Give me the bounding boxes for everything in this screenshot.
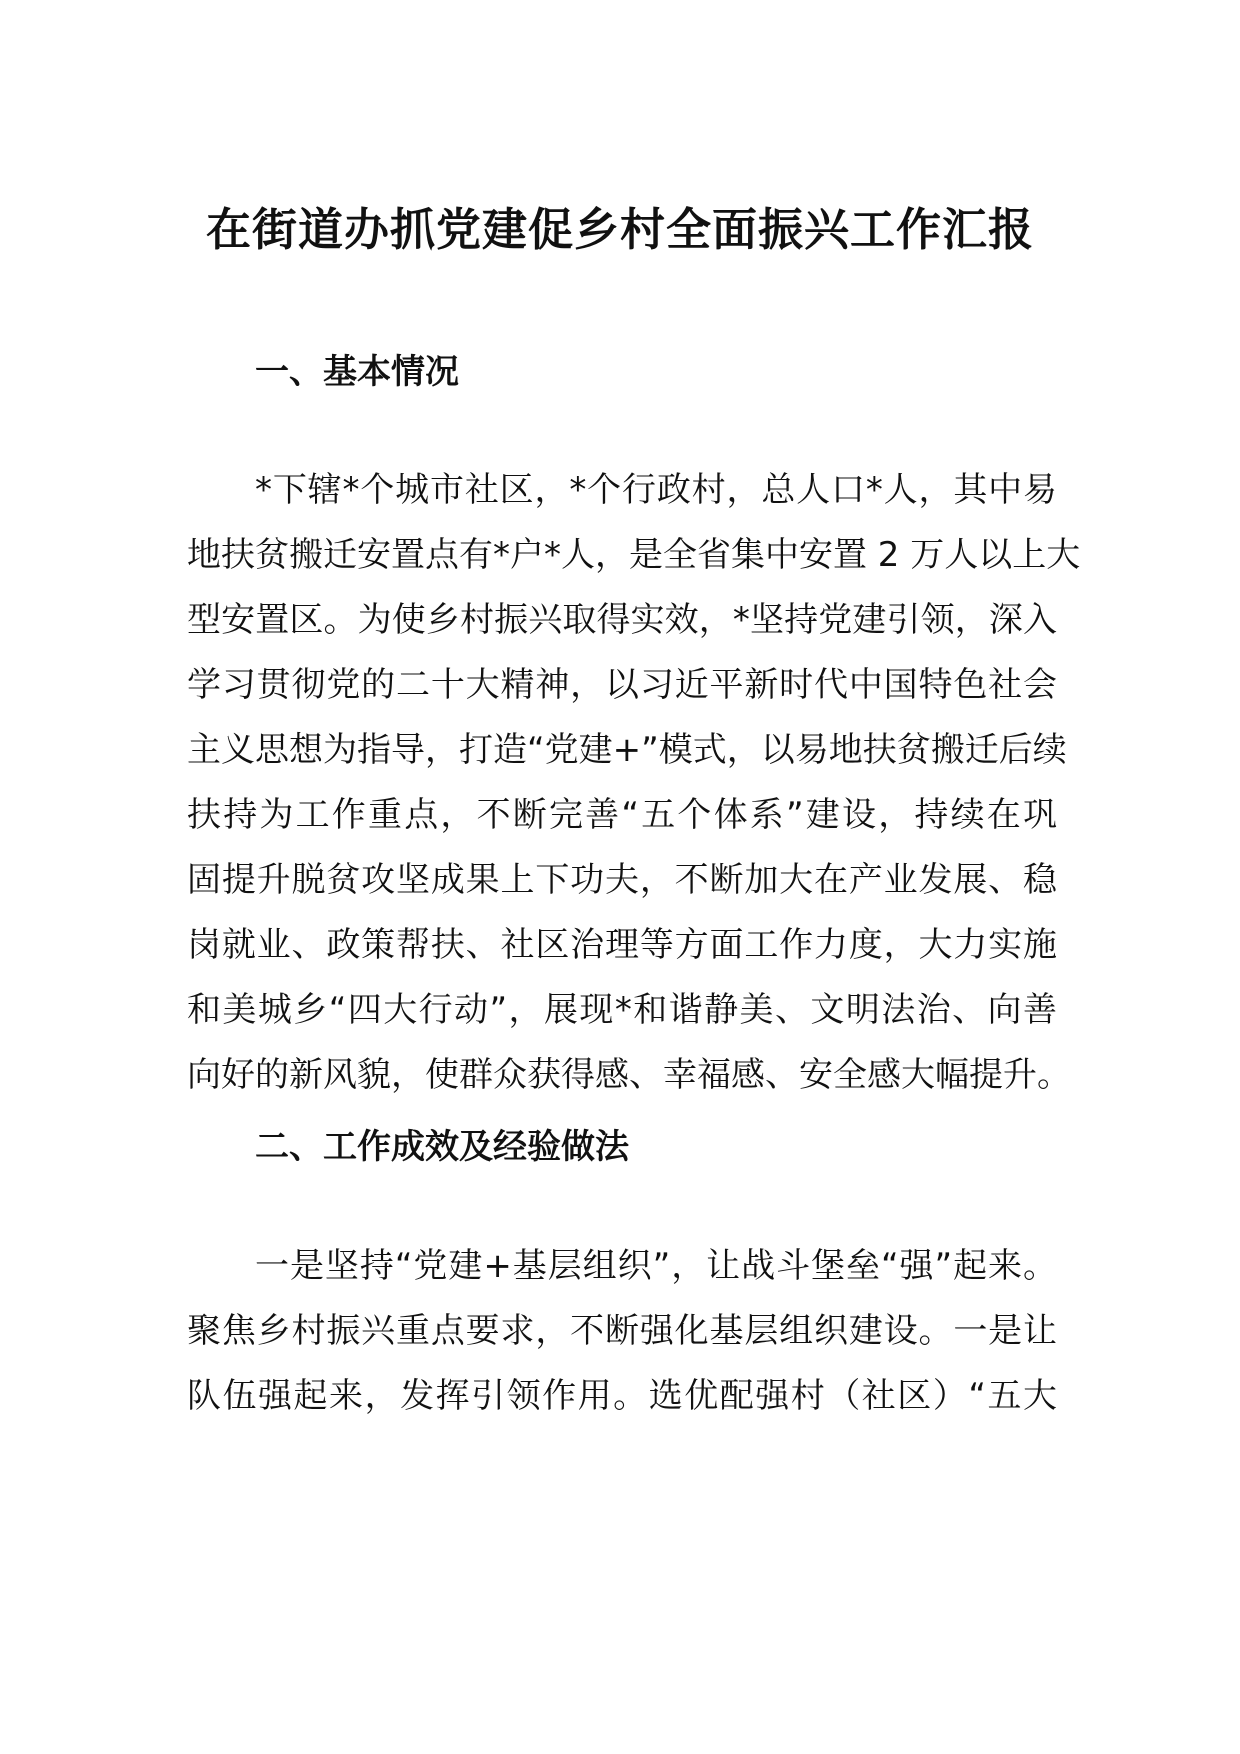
paragraph-achievements [187,1234,1057,1429]
paragraph-line: 队伍强起来，发挥引领作用。选优配强村（社区）“五大 [187,1376,1057,1416]
paragraph-line: 固提升脱贫攻坚成果上下功夫，不断加大在产业发展、稳 [187,860,1057,900]
paragraph-line: 地扶贫搬迁安置点有*户*人，是全省集中安置 2 万人以上大 [187,535,1081,575]
paragraph-basic-situation [187,458,1081,1108]
section-heading-achievements: 二、工作成效及经验做法 [255,1127,629,1167]
paragraph-line: 向好的新风貌，使群众获得感、幸福感、安全感大幅提升。 [187,1055,1071,1095]
section-heading-basic-situation: 一、基本情况 [255,352,459,392]
paragraph-line: 型安置区。为使乡村振兴取得实效，*坚持党建引领，深入 [187,600,1057,640]
document-title: 在街道办抓党建促乡村全面振兴工作汇报 [205,203,1034,256]
paragraph-line: 岗就业、政策帮扶、社区治理等方面工作力度，大力实施 [187,925,1057,965]
paragraph-line: 主义思想为指导，打造“党建+”模式，以易地扶贫搬迁后续 [187,730,1067,770]
paragraph-line: 一是坚持“党建+基层组织”，让战斗堡垒“强”起来。 [255,1246,1057,1286]
paragraph-line: *下辖*个城市社区，*个行政村，总人口*人，其中易 [255,470,1057,510]
paragraph-line: 和美城乡“四大行动”，展现*和谐静美、文明法治、向善 [187,990,1057,1030]
paragraph-line: 聚焦乡村振兴重点要求，不断强化基层组织建设。一是让 [187,1311,1057,1351]
paragraph-line: 学习贯彻党的二十大精神，以习近平新时代中国特色社会 [187,665,1057,705]
paragraph-line: 扶持为工作重点，不断完善“五个体系”建设，持续在巩 [187,795,1057,835]
